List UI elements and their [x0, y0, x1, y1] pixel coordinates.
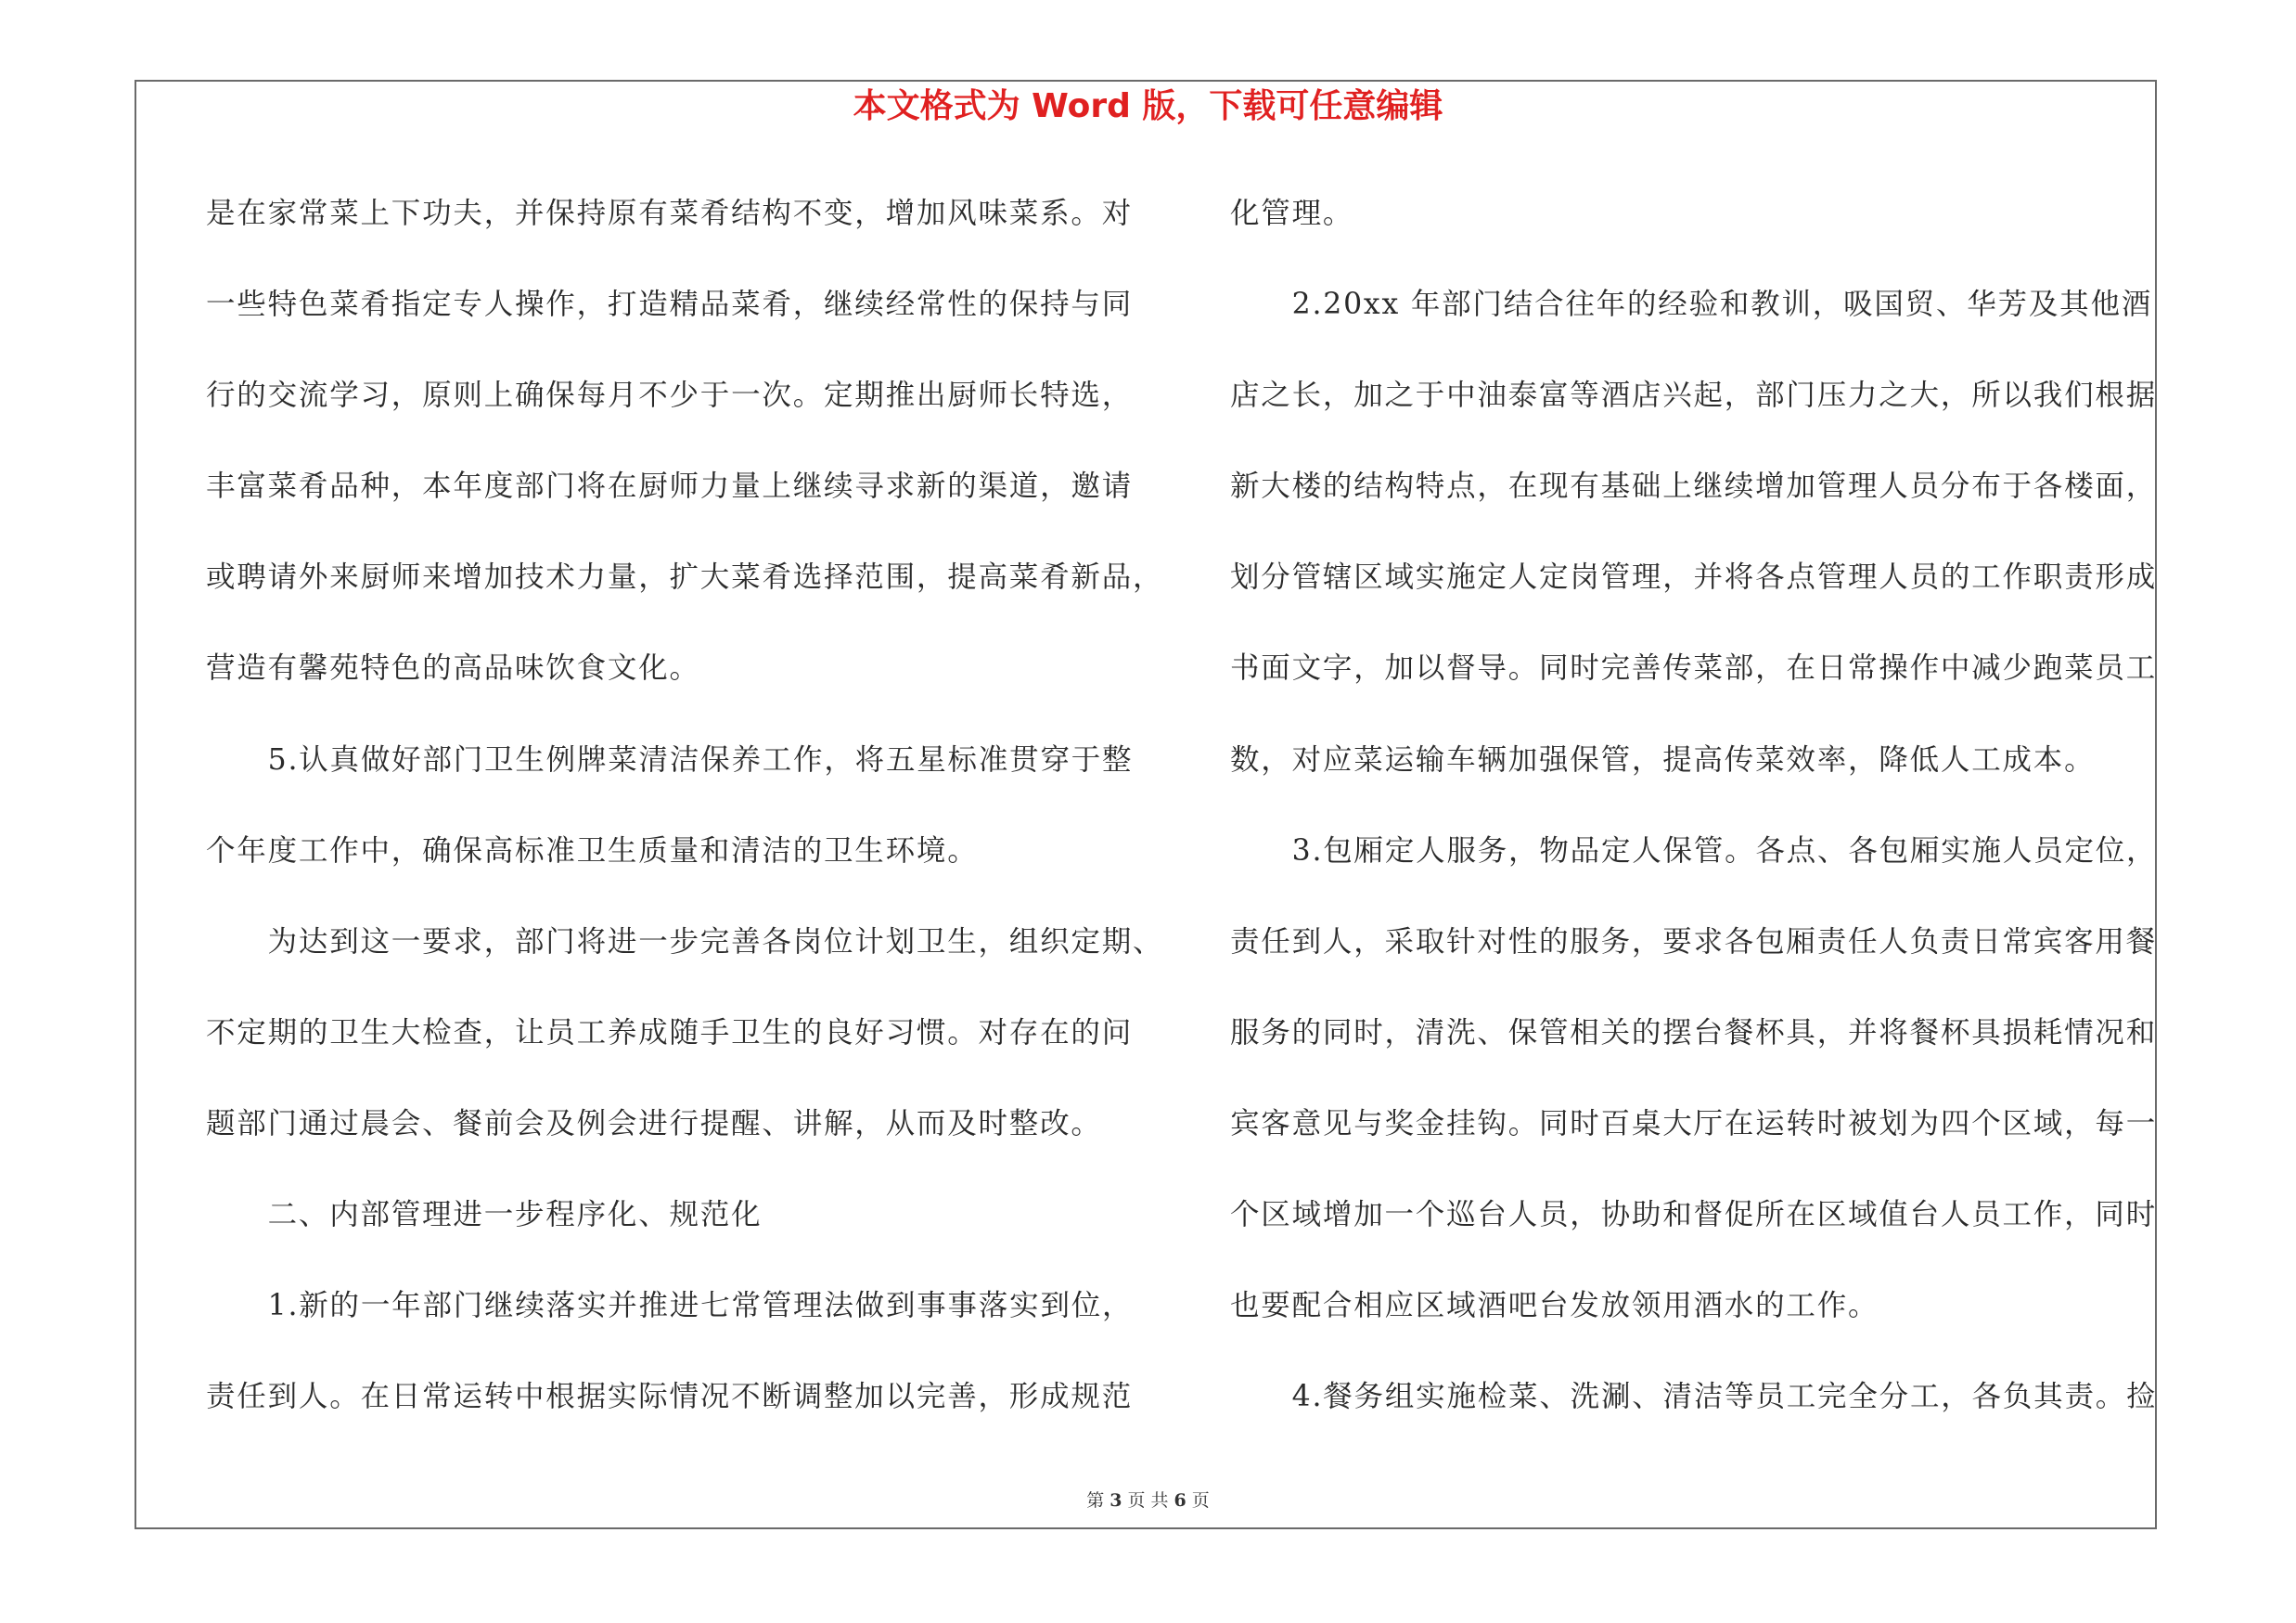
- text-line: 行的交流学习，原则上确保每月不少于一次。定期推出厨师长特选，: [206, 379, 1134, 413]
- footer-total-pages: 6: [1174, 1490, 1186, 1511]
- text-line: 为达到这一要求，部门将进一步完善各岗位计划卫生，组织定期、: [206, 924, 1164, 959]
- text-line: 店之长，加之于中油泰富等酒店兴起，部门压力之大，所以我们根据: [1230, 379, 2158, 413]
- word-format-banner: 本文格式为 Word 版，下载可任意编辑: [853, 87, 1443, 125]
- left-text-column: [206, 186, 1164, 1460]
- text-line: 新大楼的结构特点，在现有基础上继续增加管理人员分布于各楼面，: [1230, 470, 2158, 504]
- text-line: 是在家常菜上下功夫，并保持原有菜肴结构不变，增加风味菜系。对: [206, 197, 1134, 230]
- footer-suffix: 页: [1191, 1490, 1210, 1511]
- text-line: 数，对应菜运输车辆加强保管，提高传菜效率，降低人工成本。: [1230, 742, 2096, 777]
- text-line: 个区域增加一个巡台人员，协助和督促所在区域值台人员工作，同时: [1230, 1198, 2158, 1232]
- text-line: 丰富菜肴品种，本年度部门将在厨师力量上继续寻求新的渠道，邀请: [206, 470, 1134, 504]
- text-line: 也要配合相应区域酒吧台发放领用酒水的工作。: [1230, 1289, 1879, 1323]
- text-line: 或聘请外来厨师来增加技术力量，扩大菜肴选择范围，提高菜肴新品，: [206, 560, 1164, 595]
- text-line: 二、内部管理进一步程序化、规范化: [206, 1198, 763, 1232]
- right-text-column: [1230, 186, 2158, 1460]
- text-line: 5.认真做好部门卫生例牌菜清洁保养工作，将五星标准贯穿于整: [206, 742, 1134, 777]
- text-line: 宾客意见与奖金挂钩。同时百桌大厅在运转时被划为四个区域，每一: [1230, 1106, 2158, 1140]
- text-line: 化管理。: [1230, 197, 1354, 230]
- text-line: 4.餐务组实施检菜、洗涮、清洁等员工完全分工，各负其责。捡: [1230, 1380, 2158, 1414]
- text-line: 书面文字，加以督导。同时完善传菜部，在日常操作中减少跑菜员工: [1230, 651, 2158, 686]
- footer-prefix: 第: [1086, 1490, 1105, 1511]
- text-line: 责任到人，采取针对性的服务，要求各包厢责任人负责日常宾客用餐: [1230, 924, 2158, 959]
- text-line: 3.包厢定人服务，物品定人保管。各点、各包厢实施人员定位，: [1230, 833, 2158, 868]
- text-line: 题部门通过晨会、餐前会及例会进行提醒、讲解，从而及时整改。: [206, 1106, 1102, 1140]
- text-line: 一些特色菜肴指定专人操作，打造精品菜肴，继续经常性的保持与同: [206, 288, 1134, 322]
- footer-page-number: 3: [1110, 1490, 1122, 1511]
- text-line: 1.新的一年部门继续落实并推进七常管理法做到事事落实到位，: [206, 1289, 1134, 1323]
- text-line: 2.20xx 年部门结合往年的经验和教训，吸国贸、华芳及其他酒: [1230, 288, 2153, 322]
- text-line: 个年度工作中，确保高标准卫生质量和清洁的卫生环境。: [206, 833, 979, 868]
- text-line: 营造有馨苑特色的高品味饮食文化。: [206, 651, 700, 686]
- page-footer: [0, 1487, 2296, 1514]
- text-line: 服务的同时，清洗、保管相关的摆台餐杯具，并将餐杯具损耗情况和: [1230, 1015, 2158, 1050]
- text-line: 划分管辖区域实施定人定岗管理，并将各点管理人员的工作职责形成: [1230, 560, 2158, 595]
- footer-middle: 页 共: [1127, 1490, 1169, 1511]
- text-line: 不定期的卫生大检查，让员工养成随手卫生的良好习惯。对存在的问: [206, 1015, 1134, 1050]
- text-line: 责任到人。在日常运转中根据实际情况不断调整加以完善，形成规范: [206, 1380, 1134, 1414]
